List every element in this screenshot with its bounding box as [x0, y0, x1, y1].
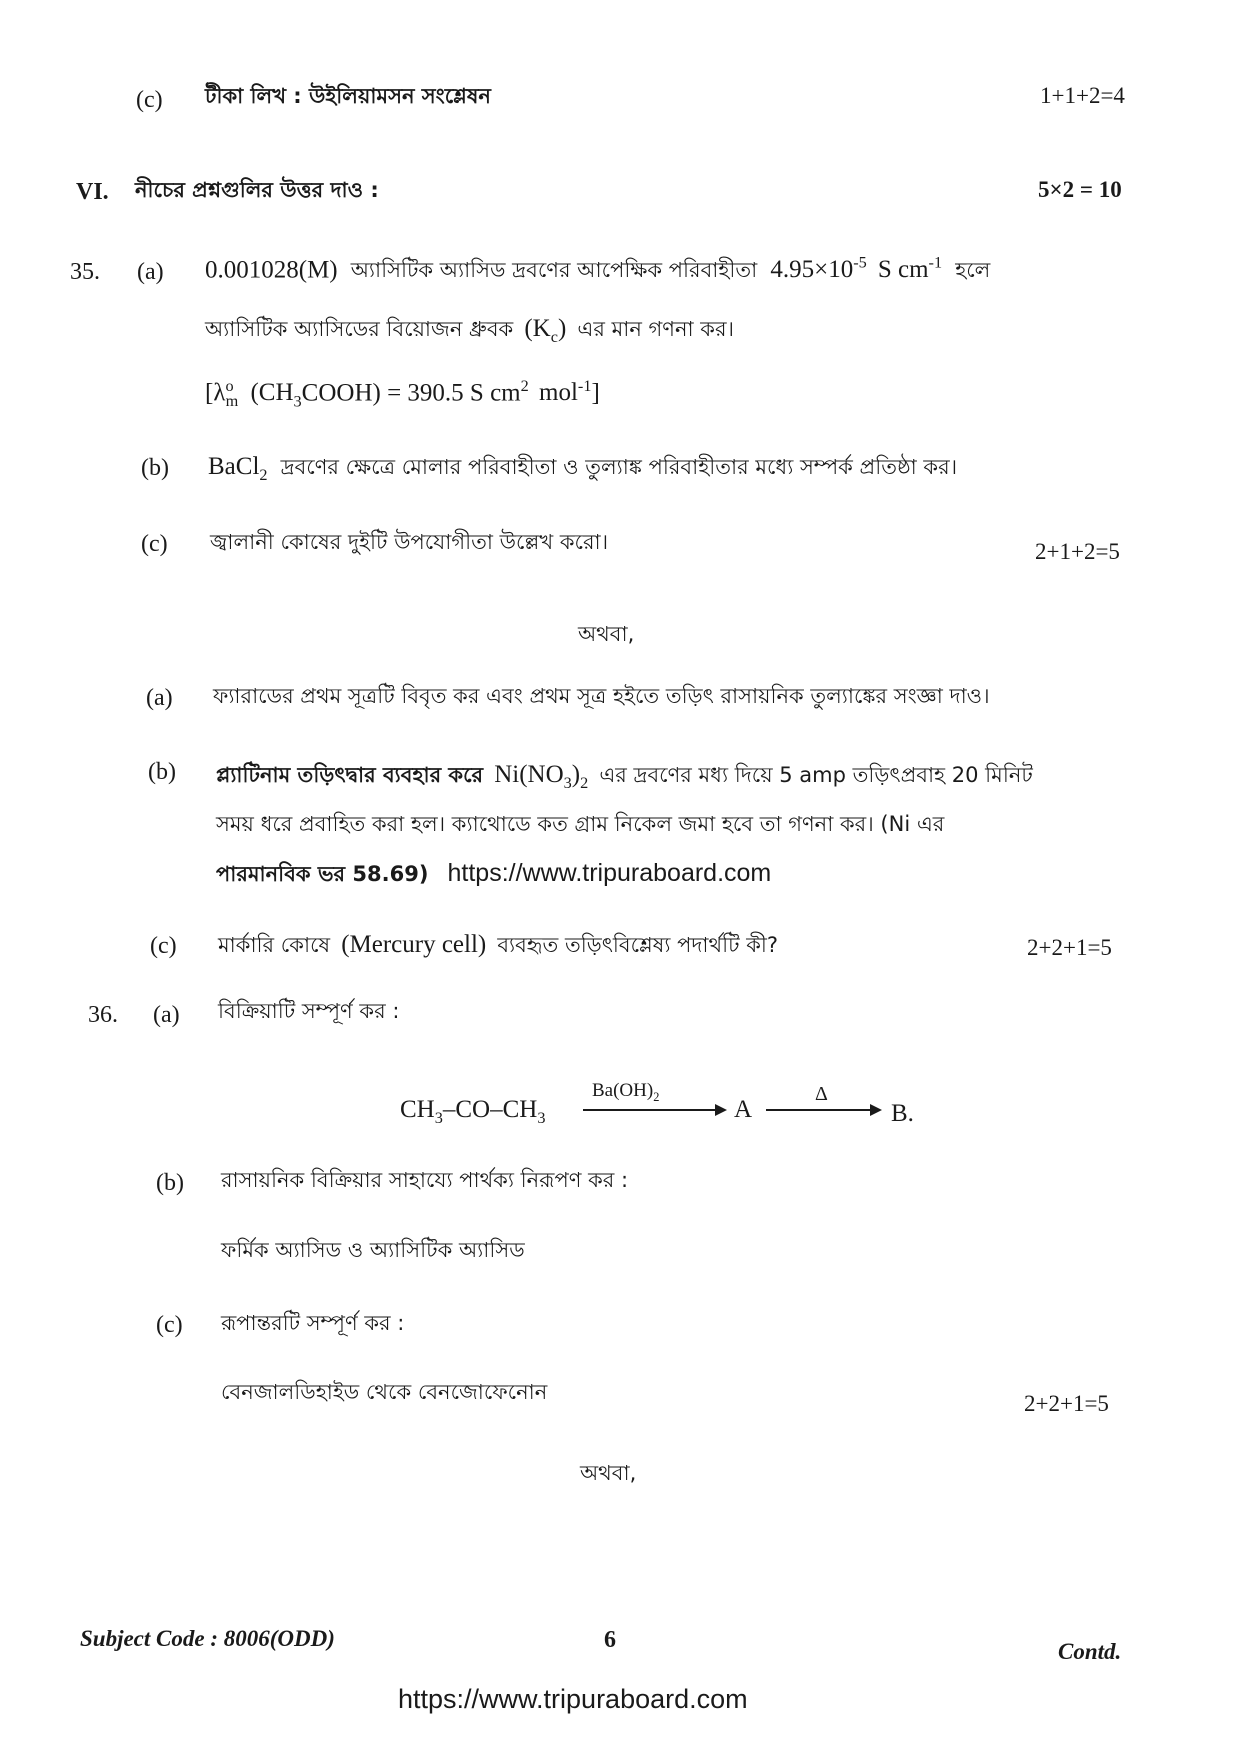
q36-number: 36.: [88, 1002, 118, 1028]
q36-or: অথবা,: [580, 1461, 637, 1485]
reactant-ch3: CH: [400, 1096, 435, 1123]
q35-alt-b-label: (b): [148, 759, 176, 785]
q36c-label: (c): [156, 1312, 183, 1338]
section-number: VI.: [76, 179, 109, 205]
q35a-given-sup3: -1: [577, 377, 592, 395]
q35-alt-a-label: (a): [146, 685, 173, 711]
q35a-text1-end: হলে: [955, 258, 991, 283]
q35-alt-c-marks: 2+2+1=5: [1027, 935, 1112, 960]
q35-alt-c-cell: (Mercury cell): [341, 931, 487, 958]
reaction-reactant: [400, 1095, 545, 1129]
q35b-line: [208, 452, 957, 486]
q35-alt-b-formula-close: ): [571, 761, 581, 788]
q36c-line2: বেনজালডিহাইড থেকে বেনজোফেনোন: [221, 1380, 548, 1404]
q36a-text: বিক্রিয়াটি সম্পূর্ণ কর :: [218, 999, 400, 1023]
q35-alt-b-line2: সময় ধরে প্রবাহিত করা হল। ক্যাথোডে কত গ্রাম নিকেল জমা হবে তা গণনা কর। (Ni এর: [216, 812, 945, 836]
q35-alt-b-formula: Ni(NO: [494, 761, 564, 788]
q35c-label: (c): [141, 531, 168, 557]
footer-url[interactable]: https://www.tripuraboard.com: [398, 1684, 748, 1714]
q35a-unit-exp: -1: [928, 254, 943, 272]
q34c-label: (c): [136, 87, 163, 113]
q35-alt-b-line3-text: পারমানবিক ভর 58.69): [216, 862, 429, 886]
q35-alt-b-line3: [216, 858, 771, 888]
q35a-given-close: ]: [591, 379, 600, 407]
q35a-given-sup2: 2: [520, 377, 529, 395]
q36c-marks: 2+2+1=5: [1024, 1391, 1109, 1416]
reactant-mid: –CO–CH: [442, 1096, 538, 1123]
q35a-given-sup: o: [225, 377, 234, 395]
q35-alt-b-formula-sub2: 2: [580, 774, 589, 792]
q36b-line2: ফর্মিক অ্যাসিড ও অ্যাসিটিক অ্যাসিড: [221, 1238, 525, 1262]
q35-alt-b-formula-sub: 3: [563, 774, 572, 792]
section-title: নীচের প্রশ্নগুলির উত্তর দাও :: [135, 178, 379, 202]
q35b-formula-sub: 2: [259, 466, 268, 484]
q35-alt-b-line1-pre: প্ল্যাটিনাম তড়িৎদ্বার ব্যবহার করে: [216, 763, 484, 787]
q35c-text: জ্বালানী কোষের দুইটি উপযোগীতা উল্লেখ করো।: [210, 530, 609, 554]
q35-alt-b-url: https://www.tripuraboard.com: [447, 859, 772, 887]
q35a-given: [205, 377, 600, 412]
q35b-label: (b): [141, 455, 169, 481]
q35-alt-a-text: ফ্যারাডের প্রথম সূত্রটি বিবৃত কর এবং প্রথম সূত্র হইতে তড়িৎ রাসায়নিক তুল্যাঙ্কের সংজ্ঞা দাও।: [213, 684, 990, 708]
q35a-given-rest: (CH: [250, 379, 294, 407]
q35-alt-c-text-pre: মার্কারি কোষে: [218, 933, 331, 957]
q35-alt-c-text-post: ব্যবহৃত তড়িৎবিশ্লেষ্য পদার্থটি কী?: [497, 933, 779, 957]
q36b-label: (b): [156, 1170, 184, 1196]
q35c-marks: 2+1+2=5: [1035, 539, 1120, 564]
q35a-line1: [205, 254, 990, 285]
reaction-arrow-1: [583, 1109, 725, 1111]
q36b-text: রাসায়নিক বিক্রিয়ার সাহায্যে পার্থক্য নিরূপণ কর :: [221, 1168, 629, 1192]
q35b-text: দ্রবণের ক্ষেত্রে মোলার পরিবাহীতা ও তুল্যাঙ্ক পরিবাহীতার মধ্যে সম্পর্ক প্রতিষ্ঠা কর।: [280, 455, 958, 479]
q35-number: 35.: [70, 259, 100, 285]
q35a-unit: S cm: [877, 256, 929, 284]
q35a-given-sub: m: [225, 392, 239, 411]
q35-alt-c-line: [218, 930, 778, 960]
q35b-formula: BaCl: [208, 453, 260, 480]
q36c-text: রূপান্তরটি সম্পূর্ণ কর :: [221, 1311, 405, 1335]
q34c-text: টীকা লিখ : উইলিয়ামসন সংশ্লেষন: [205, 84, 491, 108]
reactant-sub1: 3: [434, 1109, 443, 1127]
q35a-kc: (K: [524, 315, 551, 342]
product-b: B.: [891, 1100, 914, 1127]
reactant-sub2: 3: [537, 1109, 546, 1127]
q35-or: অথবা,: [578, 622, 635, 646]
q35a-kc-sub: c: [550, 328, 558, 346]
q35a-given-lambda: [λ: [205, 379, 226, 407]
reagent-text: Ba(OH): [592, 1080, 654, 1101]
contd-label: Contd.: [1058, 1639, 1122, 1664]
section-marks: 5×2 = 10: [1038, 177, 1122, 202]
q35a-kappa-exp: -5: [853, 254, 867, 272]
q35a-given-rest3: mol: [539, 379, 578, 407]
q35a-given-sub3: 3: [293, 392, 302, 411]
q35a-line2: [205, 314, 734, 348]
product-a: A: [734, 1096, 753, 1123]
reaction-arrow-2: [766, 1109, 880, 1111]
page-number: 6: [604, 1627, 616, 1653]
q35a-concentration: 0.001028(M): [205, 256, 338, 284]
q34c-marks: 1+1+2=4: [1040, 83, 1125, 108]
q35-alt-c-label: (c): [150, 933, 177, 959]
q35a-line2-post: এর মান গণনা কর।: [577, 317, 735, 341]
reagent-label: [592, 1080, 659, 1105]
reagent-sub: 2: [653, 1089, 660, 1104]
q35a-text1: অ্যাসিটিক অ্যাসিড দ্রবণের আপেক্ষিক পরিবাহীতা: [350, 258, 758, 283]
q35a-line2-pre: অ্যাসিটিক অ্যাসিডের বিয়োজন ধ্রুবক: [205, 317, 514, 341]
q35a-given-rest2: COOH) = 390.5 S cm: [301, 379, 521, 407]
subject-code: Subject Code : 8006(ODD): [80, 1626, 335, 1651]
q35-alt-b-line1-post: এর দ্রবণের মধ্য দিয়ে 5 amp তড়িৎপ্রবাহ 20 মিনিট: [599, 763, 1033, 787]
q35a-kappa: 4.95×10: [770, 256, 854, 284]
q35-alt-b-line1: [216, 760, 1033, 794]
q36a-label: (a): [153, 1002, 180, 1028]
q35a-kc-close: ): [557, 315, 567, 342]
q35a-label: (a): [137, 259, 164, 285]
heat-symbol: Δ: [815, 1083, 828, 1105]
